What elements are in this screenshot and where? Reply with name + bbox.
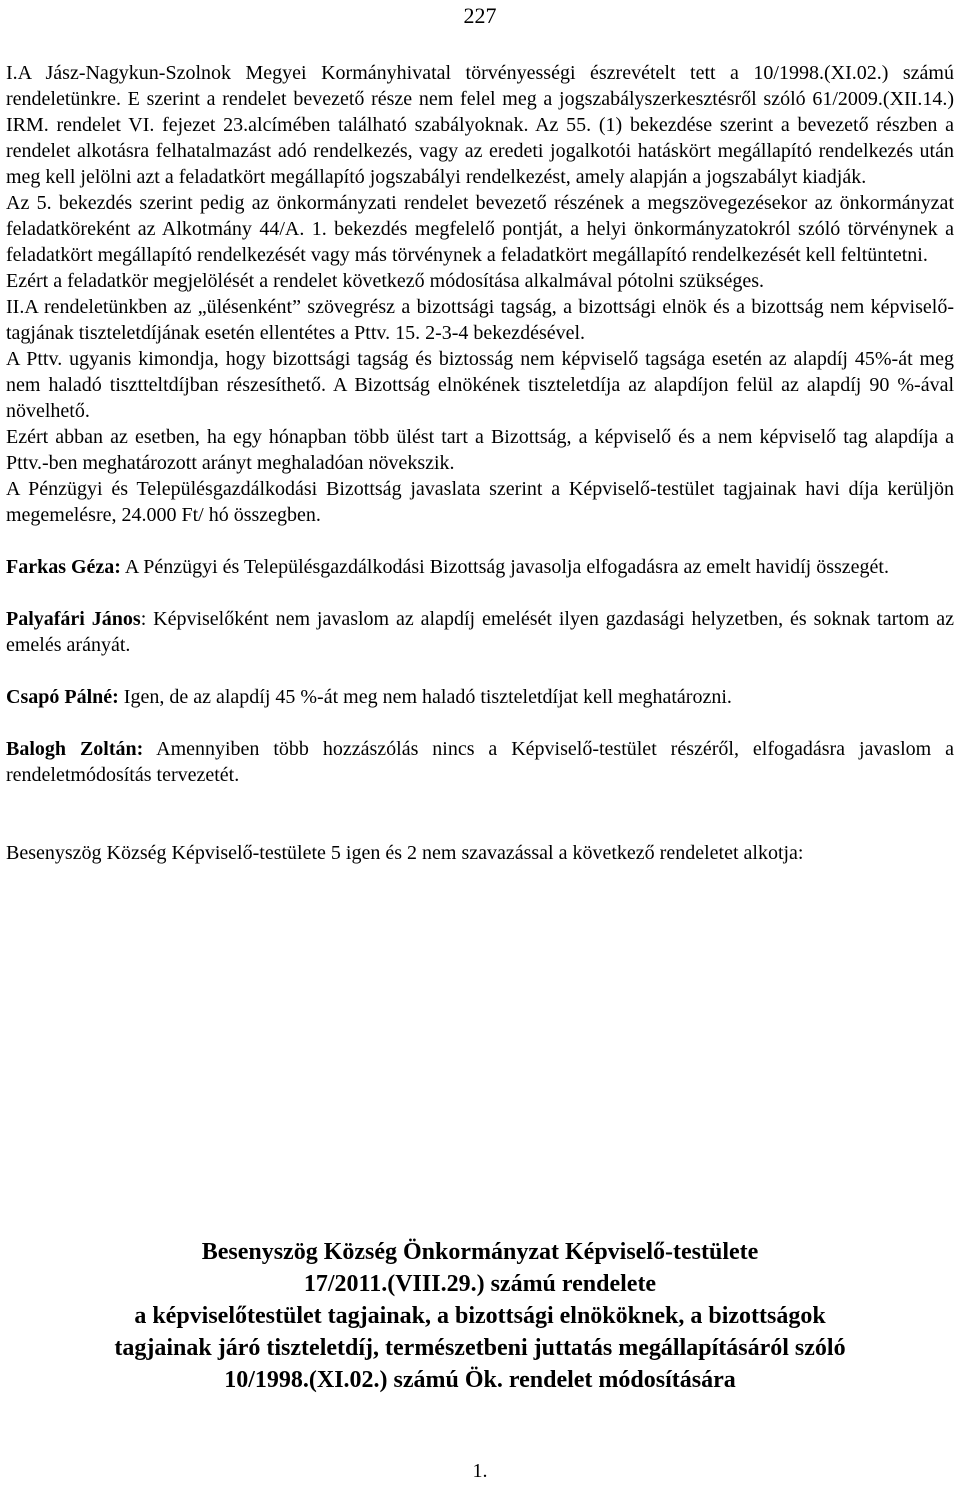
paragraph-proposal: A Pénzügyi és Településgazdálkodási Bizottság javaslata szerint a Képviselő-testület tagjainak havi díja kerüljön megemelésre, 24.000 Ft/ hó összegben. (6, 478, 954, 526)
statement-palyafari (6, 606, 954, 658)
statement-text: Igen, de az alapdíj 45 %-át meg nem haladó tiszteletdíjat kell meghatározni. (118, 686, 732, 708)
paragraph-pttv: A Pttv. ugyanis kimondja, hogy bizottsági tagság és biztosság nem képviselő tagsága esetén az alapdíj 45%-át meg nem haladó tisztteltdíjban részesíthető. A Bizottság elnökének tiszteletdíja az alapdíjon felül az alapdíj 90 %-ával növelhető. (6, 348, 954, 422)
speaker-name: Balogh Zoltán: (6, 738, 144, 760)
statement-text: : Képviselőként nem javaslom az alapdíj emelését ilyen gazdasági helyzetben, és soknak tartom az emelés arányát. (6, 608, 954, 656)
statement-text: A Pénzügyi és Településgazdálkodási Bizottság javasolja elfogadásra az emelt havidíj összegét. (120, 556, 889, 578)
paragraph-consequence: Ezért abban az esetben, ha egy hónapban több ülést tart a Bizottság, a képviselő és a nem képviselő tag alapdíja a Pttv.-ben meghatározott arányt meghaladóan növekszik. (6, 426, 954, 474)
paragraph-paragraph-5: Az 5. bekezdés szerint pedig az önkormányzati rendelet bevezető részének a megszövegezésekor az önkormányzat feladatköreként az Alkotmány 44/A. 1. bekezdés megfelelő pontját, a helyi önkormányzatokról szóló törvénynek a feladatkört megállapító rendelkezését vagy más törvénynek a feladatkört megállapító rendelkezését kell feltüntetni. (6, 192, 954, 266)
statement-balogh (6, 736, 954, 788)
speaker-name: Csapó Pálné: (6, 686, 119, 708)
speaker-name: Farkas Géza: (6, 556, 121, 578)
ordinance-heading (0, 1236, 960, 1396)
speaker-name: Palyafári János (6, 608, 141, 630)
statement-text: Amennyiben több hozzászólás nincs a Képviselő-testület részéről, elfogadásra javaslom a rendeletmódosítás tervezetét. (6, 738, 954, 786)
document-body (6, 60, 954, 866)
ordinance-heading-line: 17/2011.(VIII.29.) számú rendelete (303, 1271, 657, 1297)
ordinance-heading-line: Besenyszög Község Önkormányzat Képviselő-testülete (201, 1239, 759, 1265)
paragraph-section-2: II.A rendeletünkben az „ülésenként” szövegrész a bizottsági tagság, a bizottsági elnök és a bizottság nem képviselő-tagjának tiszteletdíjának esetén ellentétes a Pttv. 15. 2-3-4 bekezdésével. (6, 296, 954, 344)
section-label: 1. (472, 1460, 488, 1482)
statement-csapo (6, 684, 954, 710)
ordinance-heading-line: tagjainak járó tiszteletdíj, természetbeni juttatás megállapításáról szóló (114, 1335, 846, 1361)
ordinance-heading-line: a képviselőtestület tagjainak, a bizottsági elnököknek, a bizottságok (134, 1303, 826, 1329)
statement-farkas (6, 554, 954, 580)
paragraph-objection: I.A Jász-Nagykun-Szolnok Megyei Kormányhivatal törvényességi észrevételt tett a 10/1998.(XI.02.) számú rendeletünkre. E szerint a rendelet bevezető része nem felel meg a jogszabályszerkesztésről szóló 61/2009.(XII.14.) IRM. rendelet VI. fejezet 23.alcímében található szabályoknak. Az 55. (1) bekezdése szerint a bevezető részben a rendelet alkotásra felhatalmazást adó rendelkezés, vagy az eredeti jogalkotói hatáskört megállapító rendelkezés után meg kell jelölni azt a feladatkört megállapító jogszabályi rendelkezést, amely alapján a jogszabályt kiadják. (6, 62, 954, 188)
paragraph-conclusion: Ezért a feladatkör megjelölését a rendelet következő módosítása alkalmával pótolni szükséges. (6, 270, 765, 292)
decision-text: Besenyszög Község Képviselő-testülete 5 igen és 2 nem szavazással a következő rendeletet alkotja: (6, 842, 804, 864)
page-number: 227 (463, 3, 497, 28)
ordinance-heading-line: 10/1998.(XI.02.) számú Ök. rendelet módosítására (224, 1367, 736, 1393)
